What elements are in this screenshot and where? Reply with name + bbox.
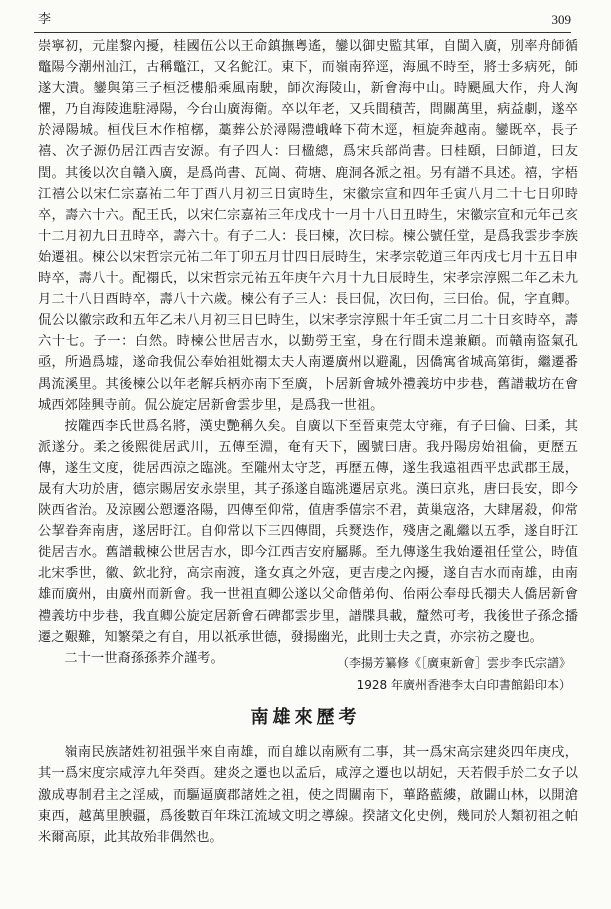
running-title: 李 <box>38 12 52 27</box>
page-number: 309 <box>551 12 571 27</box>
section-text <box>38 742 578 848</box>
source-line-1: （李揚芳纂修《［廣東新會］雲步李氏宗譜》 <box>336 656 571 670</box>
paragraph-1: 崇寧初，元崖黎內擾，桂國伍公以王命鎮撫粵遙，鑾以御史監其軍，自閩入廣，別率舟師循鼈陽今潮州汕江，古稱鼈江，又名鮀江。東下，而嶺南猝逕，海風不時至，將士多病死，師遂大潰。鑾與第三子桓泛樓船乘風南駛，師次海陵山，新會海中山。時颶風大作，舟人洶懼，乃自海陵進駐潯陽，今台山廣海衛。卒以年老，又兵間積苦，問關萬里，病益劇，遂卒於潯陽城。桓伐巨木作棺槨，藁葬公於潯陽澧峨峰下荷木逕，桓旋奔越南。鑾既卒，長子禧、次子源仍居江西吉安源。有子四人：曰楹總，爲宋兵部尚書。曰桂頤，曰師道，曰友閏。其後以次自贛入廣，是爲尚書、瓦崗、荷塘、鹿洞各派之祖。另有譜不具述。禧，字梧江禧公以宋仁宗嘉祐二年丁酉八月初三日寅時生，宋徽宗宣和四年壬寅八月二十七日卯時卒，壽六十六。配王氏，以宋仁宗嘉祐三年戊戌十一月十八日丑時生，宋徽宗宣和元年己亥十二月初九日丑時卒，壽六十。有子二人：長曰楝，次曰棕。楝公號任堂，是爲我雲步李族始遷祖。楝公以宋哲宗元祐二年丁卯五月廿四日辰時生，宋孝宗乾道三年丙戌七月十五日申時卒，壽八十。配禤氏，以宋哲宗元祐五年庚午六月十九日辰時生，宋孝宗淳熙二年乙未九月二十八日酉時卒，壽八十六歲。楝公有子三人：長曰侃，次曰佝，三曰佁。侃，字直卿。侃公以徽宗政和五年乙未八月初三日巳時生，以宋孝宗淳熙十年壬寅二月二十日亥時卒，壽六十七。子一：白然。時楝公世居吉水，以勤勞王室，身在行間未遑兼顧。而贛南盜氣孔亟，所過爲墟，遂命我侃公奉始祖妣禤太夫人南遷廣州以避亂，因僑寓省城高第街，繼遷番禺流溪里。其後楝公以年老解兵柄亦南下至廣，卜居新會城外禮義坊中步巷，舊譜載坊在會城西郊陸興寺前。侃公旋定居新會雲步里，是爲我一世祖。 <box>38 39 578 413</box>
section-title: 南雄來歷考 <box>250 707 361 728</box>
main-text <box>38 36 578 669</box>
paragraph-2: 按隴西李氏世爲名將，漢史艷稱久矣。自廣以下至晉東莞太守雍，有子曰倫、曰柔，其派遂分。柔之後熙徙居武川，五傳至淵，奄有天下，國號曰唐。我丹陽房始祖倫，更歷五傳，遂生文度，徙居西涼之臨洮。至隴州太守芝，再歷五傳，遂生我遠祖西平忠武郡王晟，晟有大功於唐，德宗賜居安永崇里，其子孫遂自臨洮遷居京兆。漢曰京兆，唐曰長安，即今陝西省治。及涼國公愬遷洛陽，四傳至仰常，值唐季僖宗不君，黃巢寇洛，大肆屠殺，仰常公挈眷奔南唐，遂居盱江。自仰常以下三四傳間，兵燹迭作，殘唐之亂繼以五季，遂自盱江徙居吉水。舊譜載楝公世居吉水，即今江西吉安府屬縣。至九傳遂生我始遷祖任堂公，時值北宋季世，徽、欽北狩，高宗南渡，逢女真之外寇，更吉虔之內擾，遂自吉水而南雄，由南雄而廣州，由廣州而新會。我一世祖直卿公遂以父命偕弟佝、佁兩公奉母氏禤夫人僑居新會禮義坊中步巷，我直卿公旋定居新會石碑都雲步里，譜牒具載，釐然可考，我後世子孫念播遷之艱難，知繁榮之有自，用以祇承世德，發揚幽光，此則士夫之責，亦宗祊之慶也。 <box>38 418 578 645</box>
paragraph-3: 二十一世裔孫孫荞介謹考。 <box>64 650 224 666</box>
source-citation <box>151 652 571 696</box>
running-header <box>34 8 571 33</box>
source-line-2: 1928 年廣州香港李太白印書館鉛印本） <box>356 678 571 692</box>
section-paragraph: 嶺南民族諸姓初祖强半來自南雄，而自雄以南厥有二事，其一爲宋高宗建炎四年庚戌，其一爲宋度宗咸淳九年癸酉。建炎之遷也以孟后，咸淳之遷也以胡妃，天若假手於二女子以激成專制君主之淫威，而驅逼廣郡諸姓之祖，使之問關南下，蓽路藍縷，啟闢山林，以開滄東西，越萬里腴疆，爲後數百年珠江流域文明之導線。揆諸文化史例，幾同於人類初祖之帕米爾高原，此其故殆非偶然也。 <box>38 745 578 846</box>
